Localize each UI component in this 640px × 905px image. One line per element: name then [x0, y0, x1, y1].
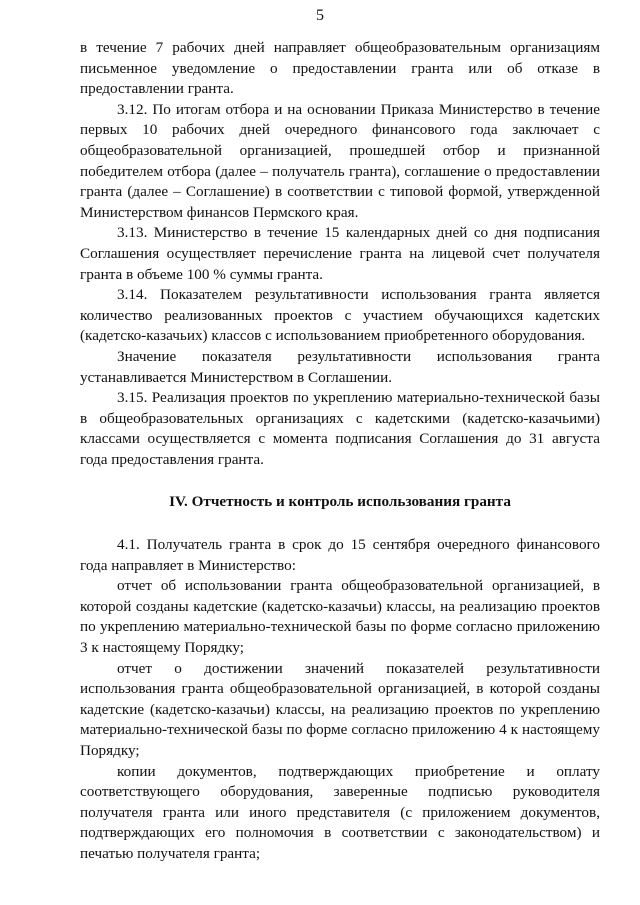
paragraph-3-12: 3.12. По итогам отбора и на основании Приказа Министерство в течение первых 10 рабочих дней очередного финансового года заключает с общеобразовательной организацией, прошедшей отбор и признанной победителем отбора (далее – получатель гранта), соглашение о предоставлении гранта (далее – Соглашение) в соответствии с типовой формой, утвержденной Министерством финансов Пермского края.: [80, 100, 600, 221]
paragraph-document-copies: копии документов, подтверждающих приобретение и оплату соответствующего оборудования, заверенные подписью руководителя получателя гранта или иного представителя (с приложением документов, подтверждающих его полномочия в соответствии с законодательством) и печатью получателя гранта;: [80, 762, 600, 862]
paragraph-3-14: 3.14. Показателем результативности использования гранта является количество реализованных проектов с участием обучающихся кадетских (кадетско-казачьих) классов с использованием приобретенного оборудования.: [80, 286, 600, 345]
paragraph-3-15: 3.15. Реализация проектов по укреплению материально-технической базы в общеобразовательных организациях с кадетскими (кадетско-казачьими) классами осуществляется с момента подписания Соглашения до 31 августа года предоставления гранта.: [80, 389, 600, 468]
paragraph-continuation: в течение 7 рабочих дней направляет общеобразовательным организациям письменное уведомление о предоставлении гранта или об отказе в предоставлении гранта.: [80, 39, 600, 98]
document-body: [80, 38, 600, 865]
paragraph-indicator-value: Значение показателя результативности использования гранта устанавливается Министерством в Соглашении.: [80, 347, 600, 386]
paragraph-report-indicators: отчет о достижении значений показателей результативности использования гранта общеобразовательной организацией, в которой созданы кадетские (кадетско-казачьи) классы, на реализацию проектов по укреплению материально-технической базы по форме согласно приложению 4 к настоящему Порядку;: [80, 659, 600, 759]
page-number: 5: [316, 7, 324, 24]
section-heading: IV. Отчетность и контроль использования гранта: [169, 493, 511, 511]
paragraph-3-13: 3.13. Министерство в течение 15 календарных дней со дня подписания Соглашения осуществляет перечисление гранта на лицевой счет получателя гранта в объеме 100 % суммы гранта.: [80, 224, 600, 283]
paragraph-4-1: 4.1. Получатель гранта в срок до 15 сентября очередного финансового года направляет в Министерство:: [80, 536, 600, 574]
paragraph-report-usage: отчет об использовании гранта общеобразовательной организацией, в которой созданы кадетские (кадетско-казачьи) классы, на реализацию проектов по укреплению материально-технической базы по форме согласно приложению 3 к настоящему Порядку;: [80, 577, 600, 657]
